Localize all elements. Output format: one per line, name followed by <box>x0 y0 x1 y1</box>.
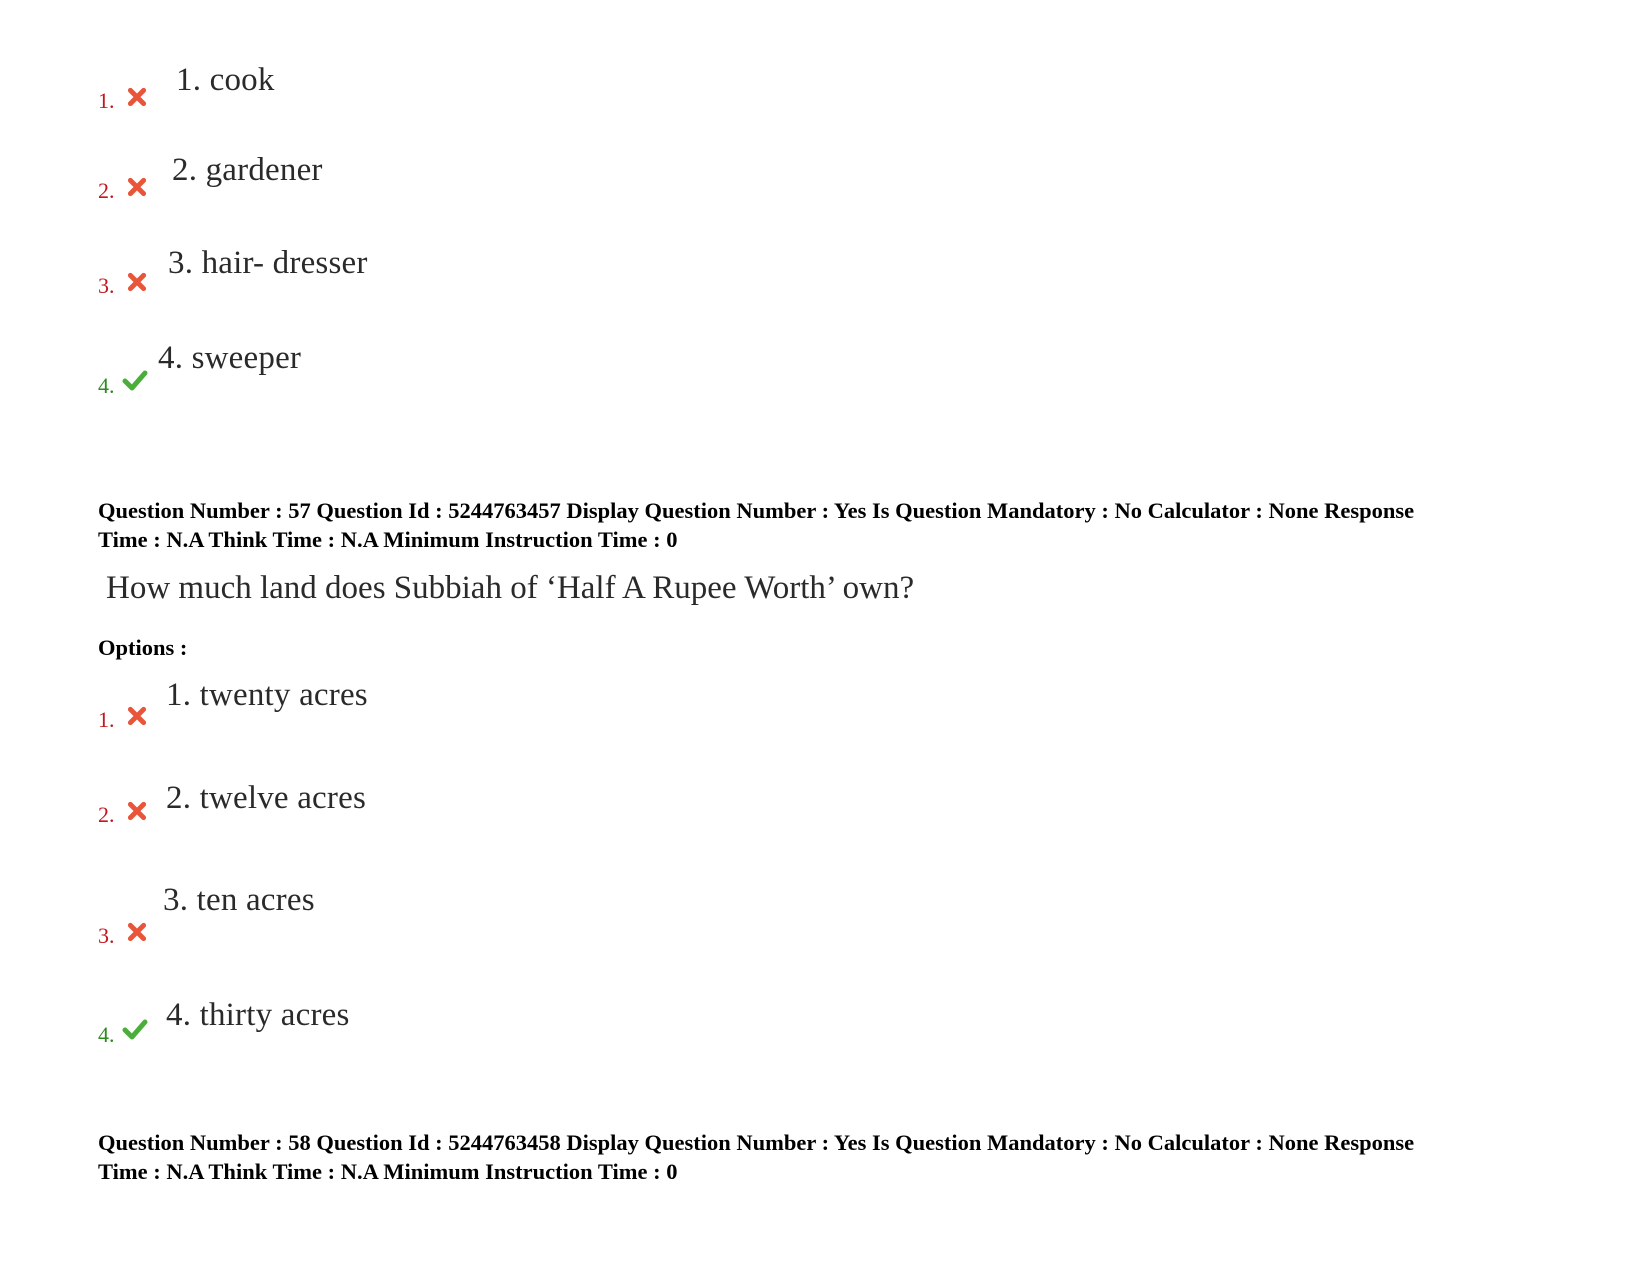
option-number: 1. <box>98 707 115 732</box>
option-number: 4. <box>98 373 115 398</box>
option-text: 1. cook <box>176 62 275 98</box>
question-meta <box>98 496 1578 554</box>
question-meta-line: Question Number : 58 Question Id : 5244763458 Display Question Number : Yes Is Question Mandatory : No Calculator : None Response <box>98 1130 1415 1155</box>
option-text: 2. gardener <box>172 152 323 188</box>
cross-icon <box>126 921 148 943</box>
option-number: 2. <box>98 802 115 827</box>
option-text: 4. thirty acres <box>166 997 350 1033</box>
option-number: 3. <box>98 273 115 298</box>
cross-icon <box>126 176 148 198</box>
option-text: 4. sweeper <box>158 340 302 376</box>
question-meta-line: Time : N.A Think Time : N.A Minimum Instruction Time : 0 <box>98 527 678 552</box>
option-text: 3. hair- dresser <box>168 245 368 281</box>
question-meta <box>98 1128 1578 1186</box>
question-meta-line: Question Number : 57 Question Id : 5244763457 Display Question Number : Yes Is Question Mandatory : No Calculator : None Response <box>98 498 1415 523</box>
options-label: Options : <box>98 635 188 660</box>
option-text: 3. ten acres <box>163 882 315 918</box>
cross-icon <box>126 86 148 108</box>
option-text: 1. twenty acres <box>166 677 368 713</box>
question-meta-line: Time : N.A Think Time : N.A Minimum Instruction Time : 0 <box>98 1159 678 1184</box>
option-number: 1. <box>98 88 115 113</box>
option-number: 4. <box>98 1022 115 1047</box>
check-icon <box>122 1017 148 1041</box>
cross-icon <box>126 705 148 727</box>
cross-icon <box>126 271 148 293</box>
option-text: 2. twelve acres <box>166 780 366 816</box>
option-number: 2. <box>98 178 115 203</box>
option-number: 3. <box>98 923 115 948</box>
question-text: How much land does Subbiah of ‘Half A Rupee Worth’ own? <box>106 570 915 606</box>
cross-icon <box>126 800 148 822</box>
check-icon <box>122 368 148 392</box>
